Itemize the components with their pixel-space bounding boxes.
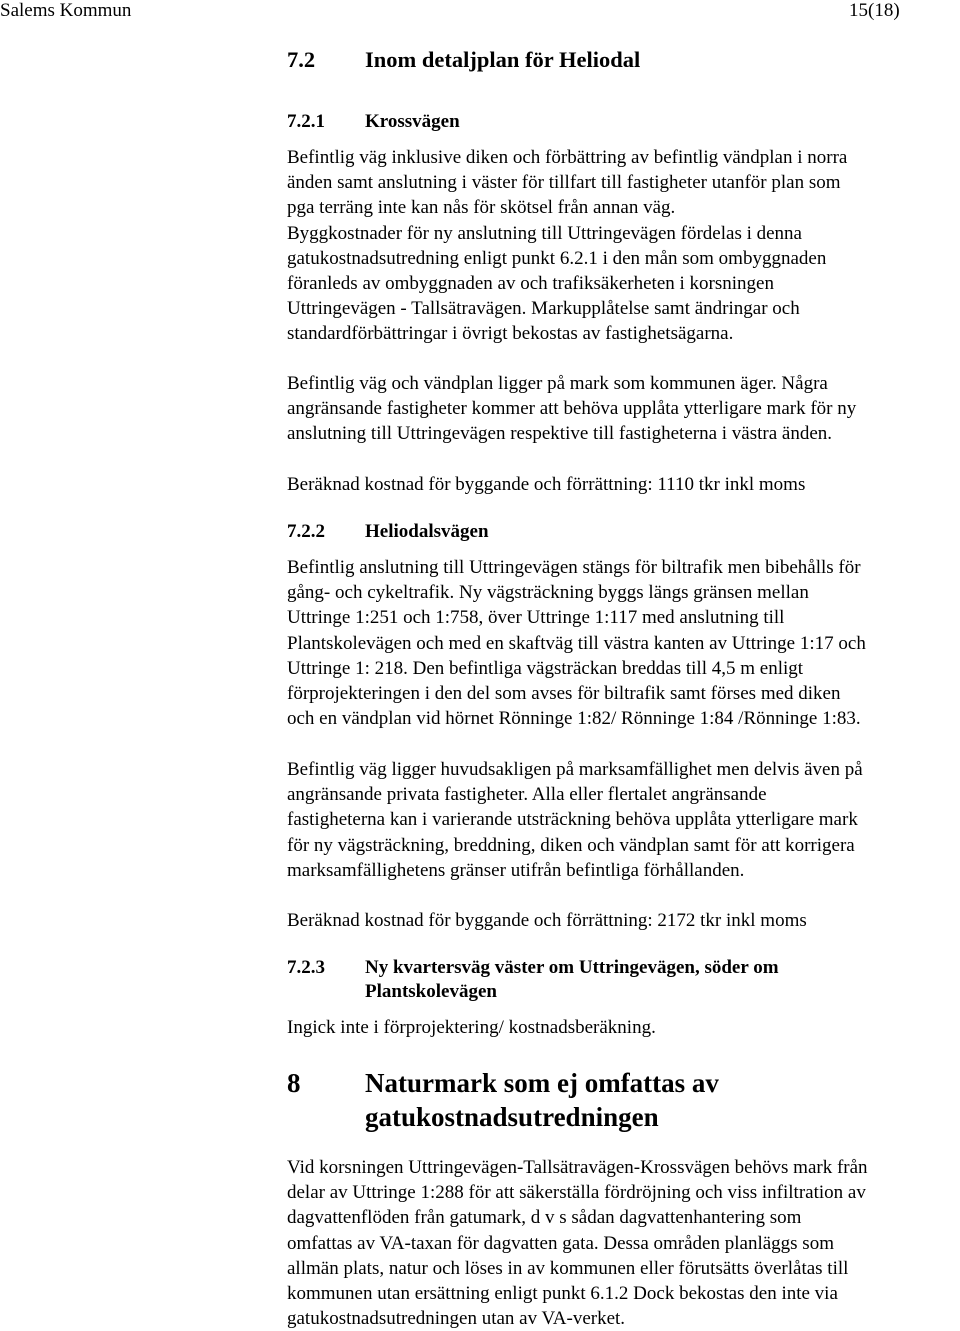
heading-7-2-2 (287, 520, 489, 544)
text-line: Plantskolevägen och med en skaftväg till västra kanten av Uttringe 1:17 och (287, 632, 866, 654)
text-line: Ingick inte i förprojektering/ kostnadsberäkning. (287, 1017, 656, 1038)
text-line: marksamfällighetens gränser utifrån befintliga förhållanden. (287, 859, 745, 881)
text-line: Befintlig väg ligger huvudsakligen på marksamfällighet men delvis även på (287, 759, 863, 780)
text-line: gatukostnadsutredningen utan av VA-verket. (287, 1308, 626, 1330)
text-line: Vid korsningen Uttringevägen-Tallsätravägen-Krossvägen behövs mark från (287, 1157, 868, 1178)
paragraph-kvartersvag (287, 1015, 960, 1040)
text-line: delar av Uttringe 1:288 för att säkerställa fördröjning och viss infiltration av (287, 1182, 866, 1204)
heading-number: 7.2.3 (287, 957, 325, 978)
text-line: anslutning till Uttringevägen respektive till fastigheterna i västra änden. (287, 423, 833, 445)
heading-number: 8 (287, 1068, 301, 1098)
text-line: kommunen utan ersättning enligt punkt 6.1.2 Dock bekostas den inte via (287, 1283, 838, 1305)
text-line: gång- och cykeltrafik. Ny vägsträckning byggs längs gränsen mellan (287, 582, 809, 604)
heading-7-2 (287, 47, 640, 73)
text-line: Uttringe 1:251 och 1:758, över Uttringe 1:117 med anslutning till (287, 607, 785, 629)
text-line: och en vändplan vid hörnet Rönninge 1:82/ Rönninge 1:84 /Rönninge 1:83. (287, 708, 861, 730)
text-line: änden samt anslutning i väster för tillfart till fastigheter utanför plan som (287, 172, 841, 194)
text-line: Befintlig väg inklusive diken och förbättring av befintlig vändplan i norra (287, 147, 848, 168)
text-line: Befintlig anslutning till Uttringevägen stängs för biltrafik men bibehålls för (287, 557, 861, 578)
paragraph-heliodalsvagen-2 (287, 757, 960, 883)
paragraph-heliodalsvagen-1 (287, 555, 960, 731)
heading-title: Krossvägen (365, 111, 460, 132)
text-line: allmän plats, natur och löses in av kommunen eller förutsätts överlåtas till (287, 1257, 849, 1279)
heading-7-2-1 (287, 110, 460, 134)
cost-heliodalsvagen (287, 908, 960, 933)
text-line: Uttringevägen - Tallsätravägen. Markupplåtelse samt ändringar och (287, 298, 800, 320)
heading-8 (287, 1066, 925, 1134)
text-line: gatukostnadsutredning enligt punkt 6.2.1 i den mån som ombyggnaden (287, 247, 827, 269)
text-line: Befintlig väg och vändplan ligger på mark som kommunen äger. Några (287, 373, 828, 394)
heading-title: Heliodalsvägen (365, 521, 489, 542)
heading-title-line: Naturmark som ej omfattas av (365, 1068, 719, 1098)
heading-title-line: gatukostnadsutredningen (365, 1102, 659, 1132)
text-line: angränsande privata fastigheter. Alla eller flertalet angränsande (287, 784, 767, 806)
text-line: standardförbättringar i övrigt bekostas av fastighetsägarna. (287, 323, 734, 345)
text-line: för ny vägsträckning, breddning, diken och vändplan samt för att korrigera (287, 834, 855, 856)
text-line: Beräknad kostnad för byggande och förrättning: 2172 tkr inkl moms (287, 910, 807, 931)
heading-title: Inom detaljplan för Heliodal (365, 47, 641, 72)
text-line: omfattas av VA-taxan för dagvatten gata. Dessa områden planläggs som (287, 1232, 834, 1254)
text-line: fastigheterna kan i varierande utsträckning behöva upplåta ytterligare mark (287, 809, 858, 831)
text-line: Byggkostnader för ny anslutning till Uttringevägen fördelas i denna (287, 222, 802, 244)
text-line: pga terräng inte kan nås för skötsel från annan väg. (287, 197, 676, 219)
heading-number: 7.2.2 (287, 521, 325, 542)
paragraph-krossvagen-2 (287, 371, 960, 447)
paragraph-krossvagen-1 (287, 145, 960, 347)
text-line: angränsande fastigheter kommer att behöva upplåta ytterligare mark för ny (287, 398, 857, 420)
paragraph-naturmark (287, 1155, 960, 1331)
text-line: Uttringe 1: 218. Den befintliga vägsträckan breddas till 4,5 m enligt (287, 657, 804, 679)
heading-title-line: Ny kvartersväg väster om Uttringevägen, söder om (365, 957, 779, 978)
text-line: dagvattenflöden från gatumark, d v s sådan dagvattenhantering som (287, 1207, 802, 1229)
heading-7-2-3 (287, 956, 925, 1004)
heading-title (365, 956, 925, 1004)
text-line: Beräknad kostnad för byggande och förrättning: 1110 tkr inkl moms (287, 474, 806, 495)
header-municipality: Salems Kommun (0, 0, 132, 21)
text-line: förprojekteringen i den del som avses för biltrafik samt förses med diken (287, 683, 841, 705)
text-line: föranleds av ombyggnaden av och trafiksäkerheten i korsningen (287, 273, 774, 295)
heading-title (365, 1066, 925, 1134)
heading-title-line: Plantskolevägen (365, 981, 497, 1002)
header-page-number: 15(18) (849, 0, 900, 21)
cost-krossvagen (287, 472, 960, 497)
heading-number: 7.2.1 (287, 111, 325, 132)
heading-number: 7.2 (287, 47, 316, 72)
